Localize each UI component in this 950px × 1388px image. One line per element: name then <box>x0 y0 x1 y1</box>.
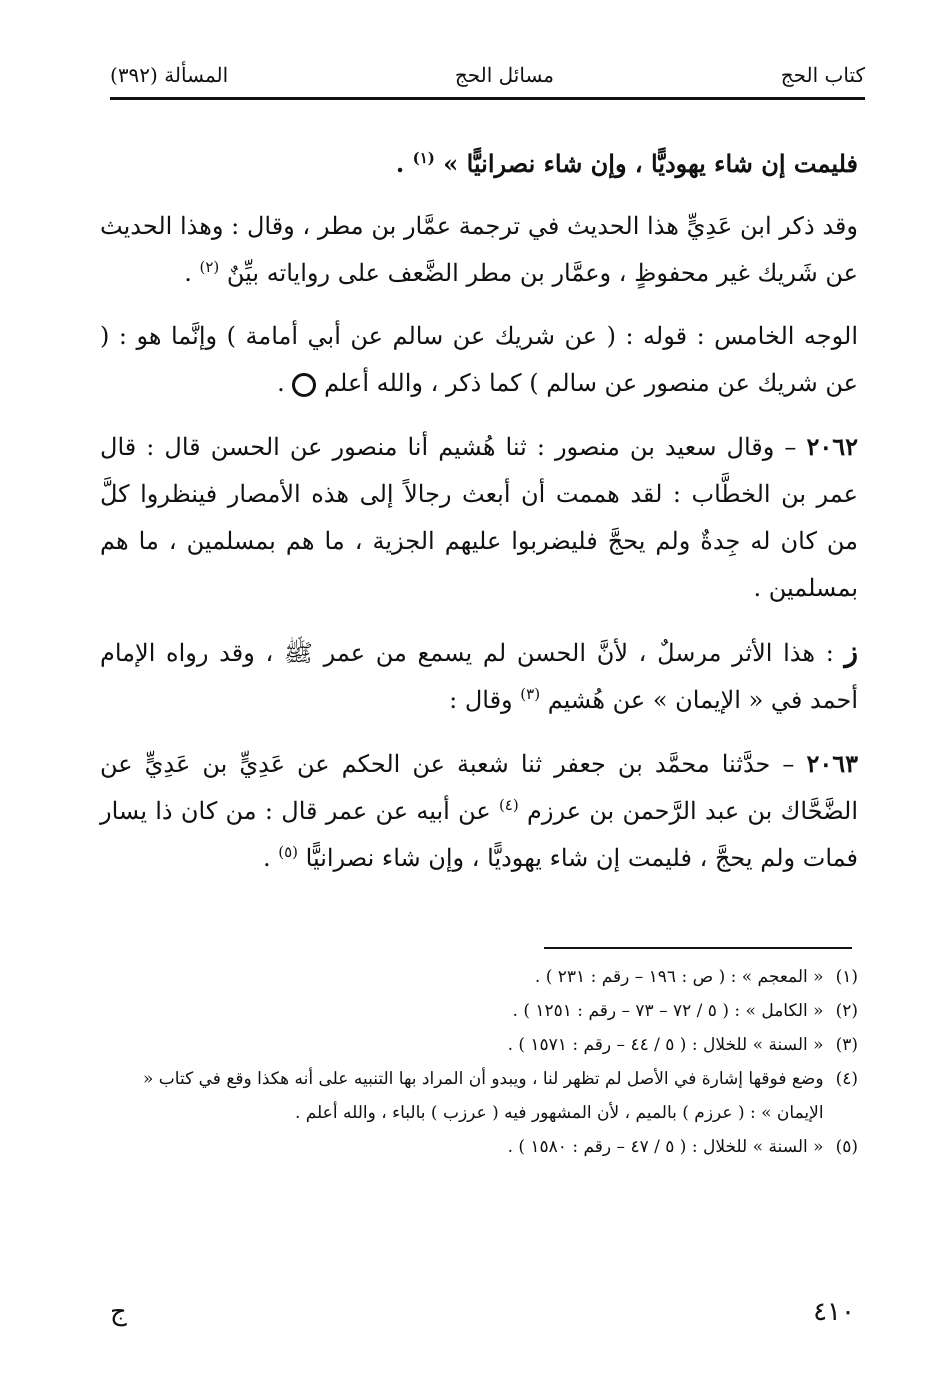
paragraph-3-text: الوجه الخامس : قوله : ( عن شريك عن سالم عن أبي أمامة ) وإنَّما هو : ( عن شريك عن منصور عن سالم ) كما ذكر ، والله أعلم <box>100 322 858 397</box>
footnote-ref-4: (٤) <box>498 796 519 814</box>
paragraph-1-end: . <box>395 149 413 178</box>
paragraph-2 <box>100 203 858 297</box>
footnote-ref-5: (٥) <box>278 843 298 861</box>
header-section-title: مسائل الحج <box>454 63 555 87</box>
paragraph-3-end: . <box>277 369 293 397</box>
footnote-text: وضع فوقها إشارة في الأصل لم تظهر لنا ، ويبدو أن المراد بها التنبيه على أنه هكذا وقع في كتاب « الإيمان » : ( عرزم ) بالميم ، لأن المشهور فيه ( عرزب ) بالباء ، والله أعلم . <box>143 1069 824 1123</box>
paragraph-6-middle: عن أبيه عن عمر قال : من كان ذا يسار فمات ولم يحجَّ ، فليمت إن شاء يهوديًّا ، وإن شاء نصرانيًّا <box>100 797 858 872</box>
footnote-text: « السنة » للخلال : ( ٥ / ٤٤ – رقم : ١٥٧١ ) . <box>507 1035 824 1055</box>
footnote-ref-3: (٣) <box>520 685 541 703</box>
footnote-ref-2: (٢) <box>199 258 220 276</box>
hadith-number-2063: ٢٠٦٣ <box>806 749 858 778</box>
volume-mark: ج <box>110 1297 127 1327</box>
footnote-number: (٤) <box>835 1069 858 1089</box>
paragraph-2-end: . <box>184 259 200 287</box>
page-footer <box>110 1292 855 1332</box>
paragraph-6 <box>100 740 858 882</box>
paragraph-5 <box>100 628 858 724</box>
header-issue-number: المسألة (٣٩٢) <box>110 63 229 87</box>
header-book-title: كتاب الحج <box>780 63 865 87</box>
paragraph-1 <box>100 140 858 187</box>
commentary-mark: ز <box>844 635 858 668</box>
footnote-item <box>96 1028 858 1062</box>
hadith-number-2062: ٢٠٦٢ <box>806 432 858 461</box>
footnotes <box>96 960 858 1164</box>
paragraph-2-text: وقد ذكر ابن عَدِيٍّ هذا الحديث في ترجمة عمَّار بن مطر ، وقال : وهذا الحديث عن شَريك غير محفوظٍ ، وعمَّار بن مطر الضَّعف على رواياته بيِّنٌ <box>100 212 858 287</box>
end-circle-icon <box>292 373 316 397</box>
footnote-item <box>96 1130 858 1164</box>
footnote-number: (٥) <box>835 1137 858 1157</box>
footnote-number: (١) <box>835 967 858 987</box>
paragraph-1-text: فليمت إن شاء يهوديًّا ، وإن شاء نصرانيًّا » <box>443 149 858 178</box>
footnote-item <box>96 994 858 1028</box>
footnote-number: (٢) <box>835 1001 858 1021</box>
paragraph-6-text: – حدَّثنا محمَّد بن جعفر ثنا شعبة عن الحكم عن عَدِيٍّ بن عَدِيٍّ عن الضَّحَّاك بن عبد الرَّحمن بن عرزم <box>100 750 859 825</box>
footnote-ref-1: (١) <box>412 149 435 167</box>
footnote-text: « الكامل » : ( ٥ / ٧٢ – ٧٣ – رقم : ١٢٥١ ) . <box>512 1001 824 1021</box>
main-text <box>100 140 858 898</box>
paragraph-4 <box>100 423 858 612</box>
footnote-text: « السنة » للخلال : ( ٥ / ٤٧ – رقم : ١٥٨٠ ) . <box>507 1137 824 1157</box>
paragraph-6-end: . <box>262 844 279 872</box>
footnote-item <box>96 1062 858 1130</box>
paragraph-5-text: : هذا الأثر مرسلٌ ، لأنَّ الحسن لم يسمع من عمر ﷺ ، وقد رواه الإمام أحمد في « الإيمان » عن هُشيم <box>100 639 858 714</box>
header-rule <box>110 97 865 100</box>
paragraph-3 <box>100 313 858 407</box>
footnote-separator <box>544 947 852 949</box>
footnote-number: (٣) <box>835 1035 858 1055</box>
paragraph-4-text: – وقال سعيد بن منصور : ثنا هُشيم أنا منصور عن الحسن قال : قال عمر بن الخطَّاب : لقد هممت أن أبعث رجالاً إلى هذه الأمصار فينظروا كلَّ من كان له جِدةٌ ولم يحجَّ فليضربوا عليهم الجزية ، ما هم بمسلمين ، ما هم بمسلمين . <box>100 433 858 602</box>
running-header <box>110 55 865 95</box>
footnote-item <box>96 960 858 994</box>
page-number: ٤١٠ <box>813 1297 855 1327</box>
footnote-text: « المعجم » : ( ص : ١٩٦ – رقم : ٢٣١ ) . <box>534 967 824 987</box>
paragraph-5-end: وقال : <box>449 686 521 714</box>
